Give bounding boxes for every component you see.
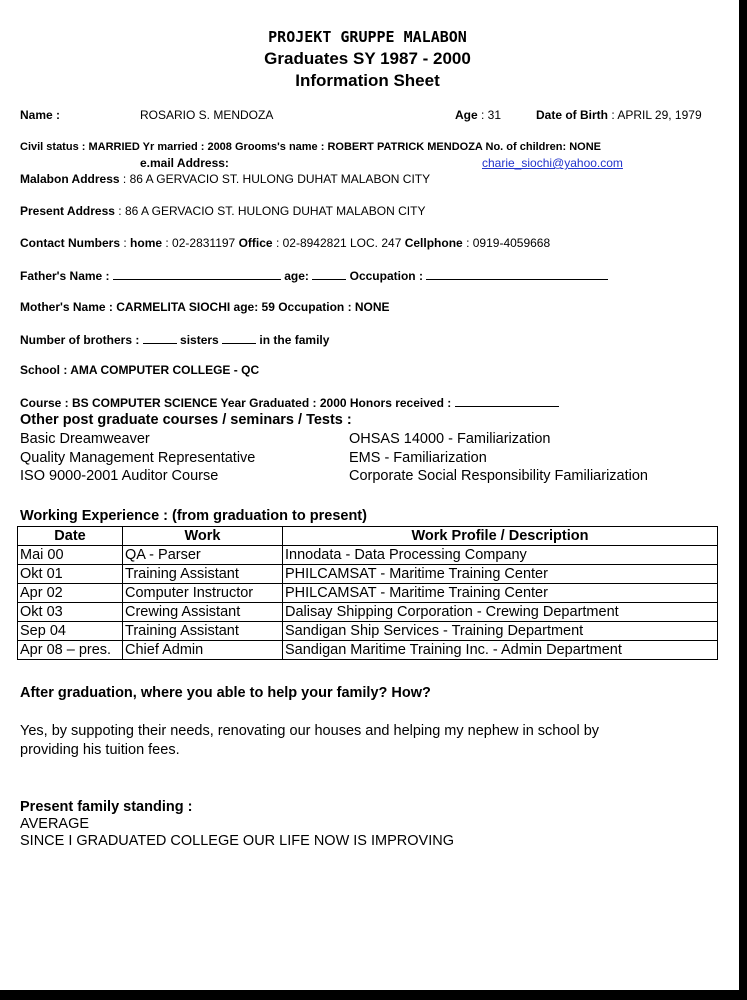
father-age-blank: [312, 268, 346, 280]
malabon-address-value: : 86 A GERVACIO ST. HULONG DUHAT MALABON CITY: [122, 172, 431, 186]
name-label: Name :: [20, 108, 61, 122]
family-label: in the family: [259, 333, 330, 347]
office-label: Office: [238, 236, 273, 250]
email-link[interactable]: charie_siochi@yahoo.com: [482, 156, 623, 170]
dob-value: : APRIL 29, 1979: [611, 108, 702, 122]
contact-label: Contact Numbers: [20, 236, 121, 250]
siblings-field: [20, 332, 329, 347]
work-experience-table: [17, 526, 718, 660]
father-age-label: age:: [284, 269, 309, 283]
contact-numbers-field: Contact Numbers : home : 02-2831197 Office : 02-8942821 LOC. 247 Cellphone : 0919-4059668: [20, 236, 551, 250]
cell-value: : 0919-4059668: [466, 236, 551, 250]
present-address-label: Present Address: [20, 204, 115, 218]
course-left-2: Quality Management Representative: [20, 450, 256, 466]
dob-field: [536, 108, 702, 122]
table-row: [18, 641, 718, 660]
course-right-1: OHSAS 14000 - Familiarization: [349, 431, 551, 447]
civil-status-line: Civil status : MARRIED Yr married : 2008 Grooms's name : ROBERT PATRICK MENDOZA No. of children: NONE: [20, 141, 602, 153]
dob-label: Date of Birth: [536, 108, 608, 122]
name-value: ROSARIO S. MENDOZA: [140, 108, 274, 122]
col-header-work: Work: [123, 527, 283, 546]
cell-work: Chief Admin: [123, 641, 283, 660]
cell-profile: Sandigan Ship Services - Training Department: [283, 622, 718, 641]
page-bottom-border: [0, 990, 747, 1000]
standing-line-1: AVERAGE: [20, 816, 90, 832]
org-title: PROJEKT GRUPPE MALABON: [268, 28, 467, 46]
father-occupation-label: Occupation :: [349, 269, 423, 283]
father-occupation-blank: [426, 268, 608, 280]
father-name-blank: [113, 268, 281, 280]
cell-work: Training Assistant: [123, 622, 283, 641]
cell-label: Cellphone: [404, 236, 463, 250]
cell-work: Computer Instructor: [123, 584, 283, 603]
sisters-label: sisters: [180, 333, 219, 347]
sheet-title: Information Sheet: [295, 71, 440, 90]
school-line: School : AMA COMPUTER COLLEGE - QC: [20, 363, 260, 377]
table-row: [18, 546, 718, 565]
father-field: [20, 268, 608, 283]
cell-work: Training Assistant: [123, 565, 283, 584]
cell-date: Mai 00: [18, 546, 123, 565]
after-question: After graduation, where you able to help your family? How?: [20, 685, 431, 701]
table-row: [18, 565, 718, 584]
cell-date: Okt 03: [18, 603, 123, 622]
course-line: Course : BS COMPUTER SCIENCE Year Graduated : 2000 Honors received :: [20, 396, 452, 410]
home-label: home: [130, 236, 163, 250]
age-label: Age: [455, 108, 478, 122]
standing-heading: Present family standing :: [20, 799, 193, 815]
course-right-3: Corporate Social Responsibility Familiarization: [349, 468, 648, 484]
cell-date: Okt 01: [18, 565, 123, 584]
age-value: : 31: [481, 108, 502, 122]
home-value: : 02-2831197: [165, 236, 236, 250]
cell-profile: Innodata - Data Processing Company: [283, 546, 718, 565]
office-value: : 02-8942821 LOC. 247: [275, 236, 402, 250]
col-header-date: Date: [18, 527, 123, 546]
malabon-address-field: [20, 172, 430, 186]
course-left-1: Basic Dreamweaver: [20, 431, 150, 447]
col-header-profile: Work Profile / Description: [283, 527, 718, 546]
table-row: [18, 584, 718, 603]
sisters-blank: [222, 332, 256, 344]
work-header-row: [18, 527, 718, 546]
present-address-field: [20, 204, 425, 218]
table-row: [18, 603, 718, 622]
honors-blank: [455, 395, 559, 407]
graduates-subtitle: Graduates SY 1987 - 2000: [264, 49, 471, 68]
mother-line: Mother's Name : CARMELITA SIOCHI age: 59 Occupation : NONE: [20, 300, 390, 314]
courses-heading: Other post graduate courses / seminars / Tests :: [20, 412, 352, 428]
cell-profile: Sandigan Maritime Training Inc. - Admin Department: [283, 641, 718, 660]
cell-profile: Dalisay Shipping Corporation - Crewing Department: [283, 603, 718, 622]
brothers-label: Number of brothers :: [20, 333, 140, 347]
course-left-3: ISO 9000-2001 Auditor Course: [20, 468, 219, 484]
course-field: [20, 395, 559, 410]
after-answer-line-1: Yes, by suppoting their needs, renovating our houses and helping my nephew in school by: [20, 723, 600, 739]
course-right-2: EMS - Familiarization: [349, 450, 487, 466]
present-address-value: : 86 A GERVACIO ST. HULONG DUHAT MALABON CITY: [118, 204, 426, 218]
age-field: [455, 108, 501, 122]
cell-profile: PHILCAMSAT - Maritime Training Center: [283, 565, 718, 584]
father-label: Father's Name :: [20, 269, 110, 283]
work-heading: Working Experience : (from graduation to present): [20, 508, 367, 524]
malabon-address-label: Malabon Address: [20, 172, 120, 186]
cell-date: Apr 08 – pres.: [18, 641, 123, 660]
standing-line-2: SINCE I GRADUATED COLLEGE OUR LIFE NOW IS IMPROVING: [20, 833, 454, 849]
cell-work: Crewing Assistant: [123, 603, 283, 622]
cell-work: QA - Parser: [123, 546, 283, 565]
brothers-blank: [143, 332, 177, 344]
cell-date: Sep 04: [18, 622, 123, 641]
table-row: [18, 622, 718, 641]
email-label: e.mail Address:: [140, 156, 229, 170]
after-answer-line-2: providing his tuition fees.: [20, 742, 180, 758]
page-right-border: [739, 0, 747, 1000]
cell-profile: PHILCAMSAT - Maritime Training Center: [283, 584, 718, 603]
cell-date: Apr 02: [18, 584, 123, 603]
